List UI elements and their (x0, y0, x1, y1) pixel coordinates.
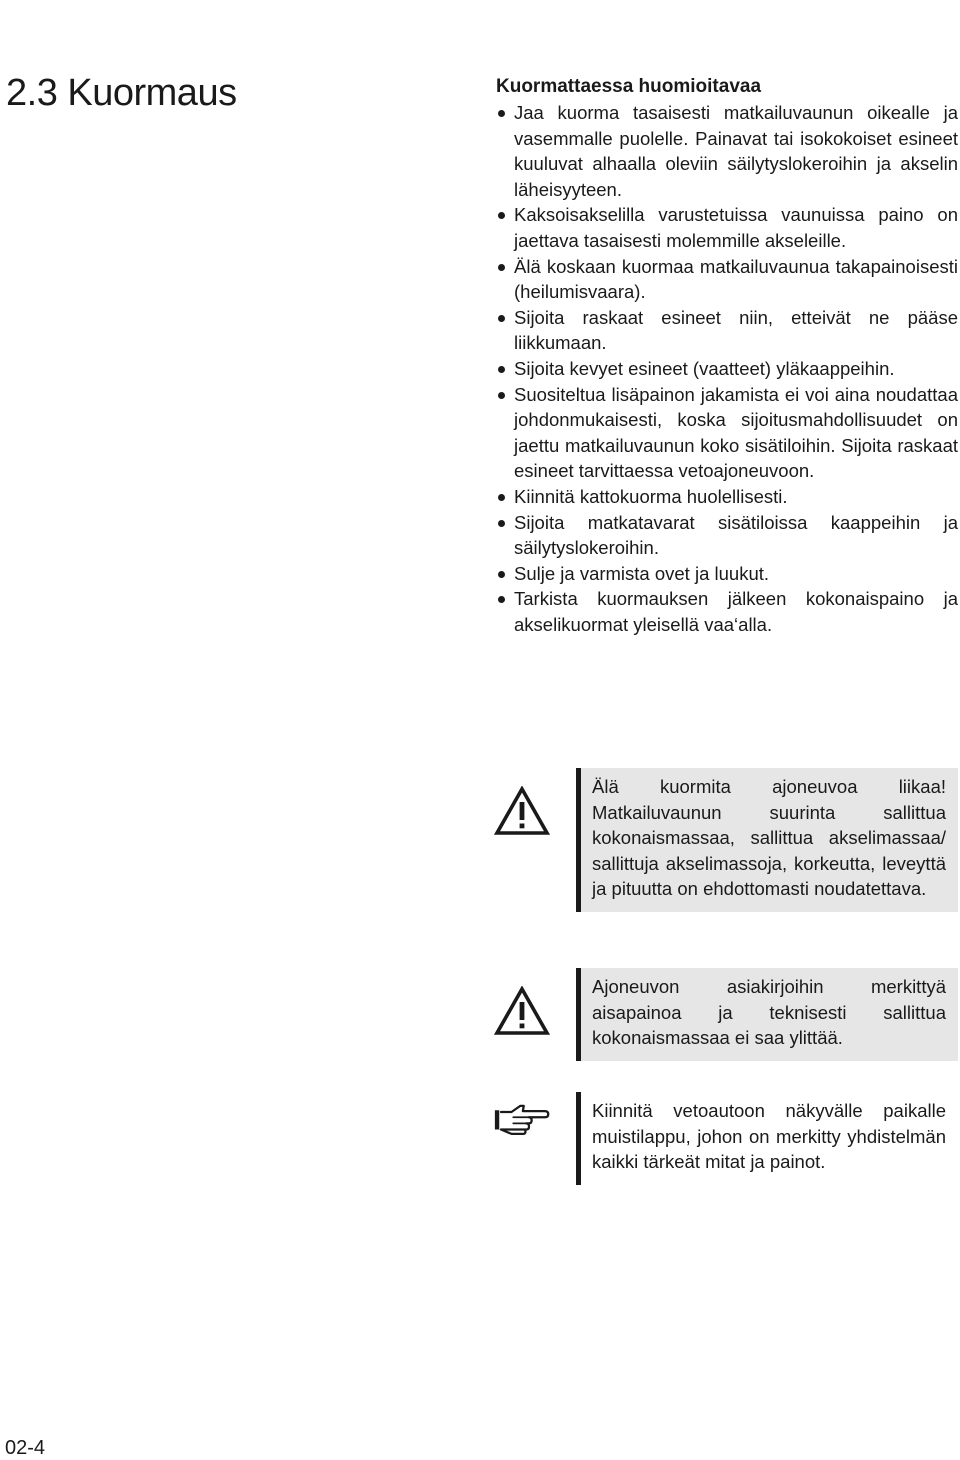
loading-bullet-list (496, 100, 958, 637)
section-title: 2.3 Kuormaus (6, 72, 237, 114)
list-item: Jaa kuorma tasaisesti matkailuvaunun oikealle ja vasemmalle puolelle. Painavat tai isokokoiset esineet kuuluvat alhaalla oleviin säilytyslokeroihin ja akselin läheisyyteen. (496, 100, 958, 202)
overload-warning-text: Älä kuormita ajoneuvoa liikaa! Matkailuvaunun suurinta sallittua kokonaismassaa, sallittua akselimassaa/ sallittuja akselimassoja, korkeutta, leveyttä ja pituutta on ehdottomasti noudatettava. (576, 768, 958, 912)
page-number: 02-4 (5, 1437, 46, 1459)
list-item: Kaksoisakselilla varustetuissa vaunuissa paino on jaettava tasaisesti molemmille akseleille. (496, 202, 958, 253)
list-item: Sijoita matkatavarat sisätiloissa kaappeihin ja säilytyslokeroihin. (496, 510, 958, 561)
dimension-note-text: Kiinnitä vetoautoon näkyvälle paikalle muistilappu, johon on merkitty yhdistelmän kaikki tärkeät mitat ja painot. (576, 1092, 958, 1185)
warning-triangle-icon (494, 786, 550, 836)
list-item: Älä koskaan kuormaa matkailuvaunua takapainoisesti (heilumisvaara). (496, 254, 958, 305)
list-item: Sijoita raskaat esineet niin, etteivät ne pääse liikkumaan. (496, 305, 958, 356)
pointing-hand-icon (494, 1094, 550, 1144)
loading-instructions (496, 74, 958, 637)
list-item: Tarkista kuormauksen jälkeen kokonaispaino ja akselikuormat yleisellä vaa‘alla. (496, 586, 958, 637)
list-item: Sulje ja varmista ovet ja luukut. (496, 561, 958, 587)
list-item: Kiinnitä kattokuorma huolellisesti. (496, 484, 958, 510)
list-item: Sijoita kevyet esineet (vaatteet) yläkaappeihin. (496, 356, 958, 382)
warning-triangle-icon (494, 986, 550, 1036)
drawbar-load-warning-text: Ajoneuvon asiakirjoihin merkittyä aisapainoa ja teknisesti sallittua kokonaismassaa ei saa ylittää. (576, 968, 958, 1061)
loading-heading: Kuormattaessa huomioitavaa (496, 76, 762, 97)
list-item: Suositeltua lisäpainon jakamista ei voi aina noudattaa johdonmukaisesti, koska sijoitusmahdollisuudet on jaettu matkailuvaunun koko sisätiloihin. Sijoita raskaat esineet tarvittaessa vetoajoneuvoon. (496, 382, 958, 484)
